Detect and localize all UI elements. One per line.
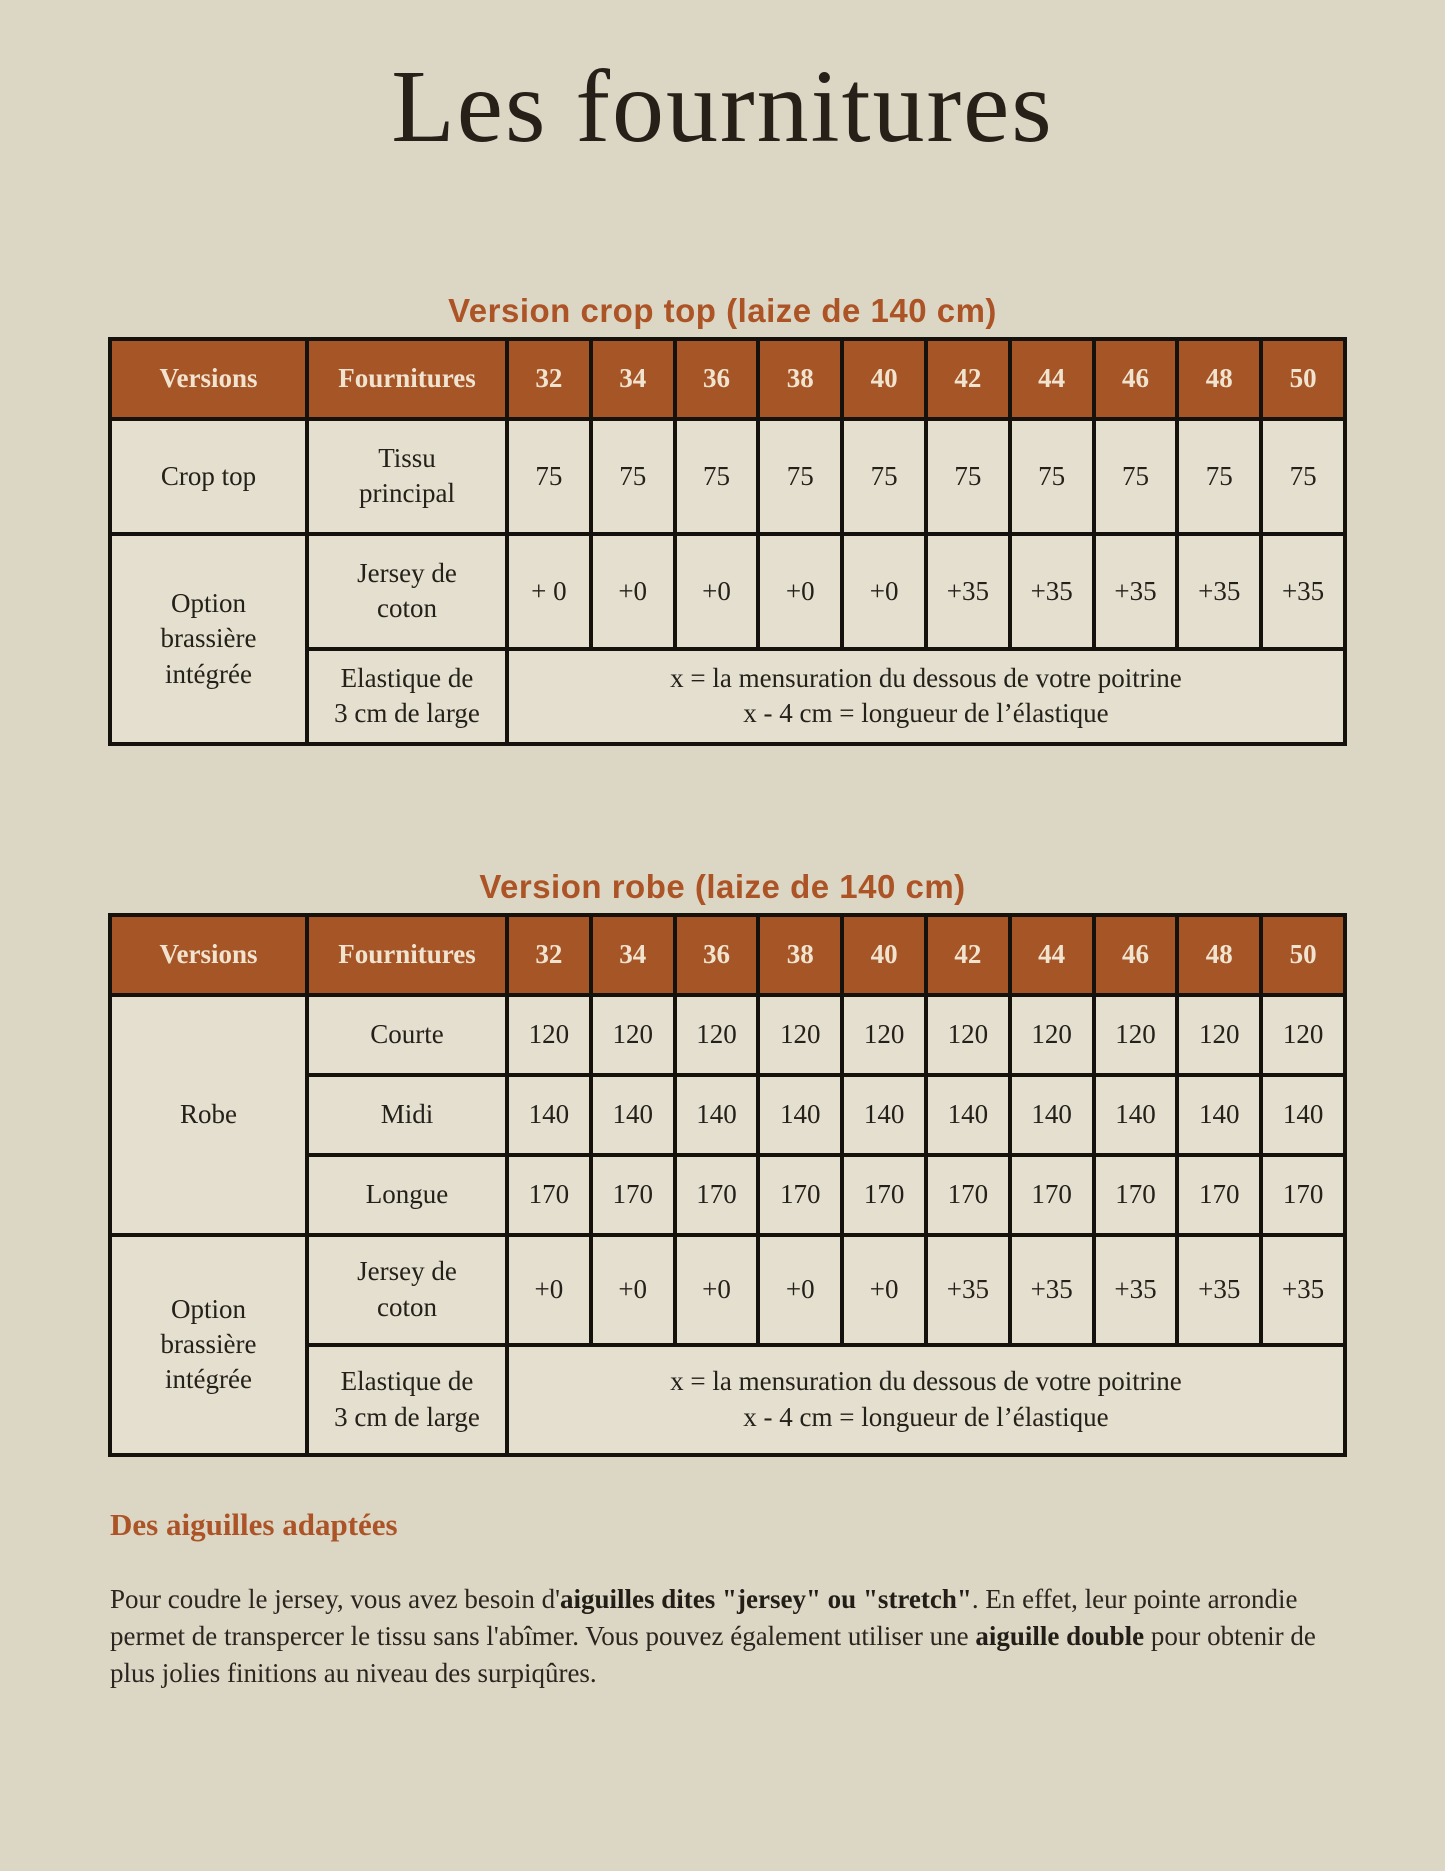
crop-top-table-heading: Version crop top (laize de 140 cm) (448, 292, 997, 330)
elastique-line1: Elastique de (340, 663, 474, 694)
elastique-line2: 3 cm de large (334, 1401, 480, 1432)
fourniture-cell (307, 419, 507, 534)
size-value-cell: +0 (507, 1235, 591, 1345)
size-value-cell: 75 (1177, 419, 1261, 534)
size-value-cell: 140 (1177, 1075, 1261, 1155)
size-value-cell: 140 (842, 1075, 926, 1155)
size-value-cell: 140 (1261, 1075, 1345, 1155)
size-value-cell: 120 (1261, 995, 1345, 1075)
size-value-cell: 75 (842, 419, 926, 534)
fourniture-label (317, 661, 497, 731)
fourniture-label: Jersey de coton (357, 1256, 457, 1322)
size-value-cell: 170 (591, 1155, 675, 1235)
size-value-cell: 120 (507, 995, 591, 1075)
size-value-cell: 75 (675, 419, 759, 534)
crop-top-fournitures-table (108, 337, 1347, 746)
size-header-cell: 46 (1094, 339, 1178, 419)
size-header-cell: 42 (926, 339, 1010, 419)
size-value-cell: +35 (1010, 534, 1094, 649)
size-value-cell: 120 (591, 995, 675, 1075)
text-segment: Pour coudre le jersey, vous avez besoin d' (110, 1583, 560, 1614)
size-header-cell: 34 (591, 339, 675, 419)
size-value-cell: +35 (1177, 534, 1261, 649)
fourniture-cell: Midi (307, 1075, 507, 1155)
size-value-cell: 140 (507, 1075, 591, 1155)
size-value-cell: 170 (1094, 1155, 1178, 1235)
note-line2: x - 4 cm = longueur de l’élastique (743, 1401, 1109, 1432)
size-value-cell: 140 (1094, 1075, 1178, 1155)
table-row-jersey (110, 1235, 1345, 1345)
size-value-cell: +0 (842, 1235, 926, 1345)
size-value-cell: +35 (926, 534, 1010, 649)
text-segment: . En effet, leur pointe arrondie permet de transpercer le tissu sans l'abîmer. Vous pouvez également utiliser une (110, 1583, 1298, 1651)
size-value-cell: +35 (926, 1235, 1010, 1345)
table-header-row (110, 915, 1345, 995)
size-value-cell: +0 (758, 534, 842, 649)
size-value-cell: +0 (591, 1235, 675, 1345)
version-cell-option (110, 534, 307, 744)
size-value-cell: 75 (507, 419, 591, 534)
page-title: Les fournitures (391, 49, 1054, 164)
size-value-cell: 170 (758, 1155, 842, 1235)
size-header-cell: 38 (758, 915, 842, 995)
size-value-cell: 120 (1010, 995, 1094, 1075)
elastique-note-cell (507, 1345, 1345, 1455)
table-row-crop-top (110, 419, 1345, 534)
fourniture-label (317, 1364, 497, 1434)
size-value-cell: +35 (1094, 1235, 1178, 1345)
needles-heading: Des aiguilles adaptées (110, 1506, 398, 1542)
size-value-cell: +35 (1261, 1235, 1345, 1345)
size-value-cell: 75 (1010, 419, 1094, 534)
header-cell-versions: Versions (110, 915, 307, 995)
size-header-cell: 40 (842, 339, 926, 419)
fourniture-cell (307, 534, 507, 649)
size-value-cell: +0 (675, 534, 759, 649)
text-segment-bold: aiguilles dites "jersey" ou "stretch" (559, 1583, 972, 1614)
size-value-cell: +35 (1010, 1235, 1094, 1345)
version-cell-option (110, 1235, 307, 1455)
size-value-cell: 75 (1261, 419, 1345, 534)
size-value-cell: +0 (842, 534, 926, 649)
fourniture-cell (307, 1235, 507, 1345)
size-value-cell: 170 (675, 1155, 759, 1235)
table-row-courte (110, 995, 1345, 1075)
size-value-cell: 170 (507, 1155, 591, 1235)
fourniture-label: Tissu principal (359, 443, 455, 509)
size-value-cell: + 0 (507, 534, 591, 649)
table-row-jersey (110, 534, 1345, 649)
fourniture-cell: Longue (307, 1155, 507, 1235)
fourniture-cell (307, 1345, 507, 1455)
size-header-cell: 44 (1010, 915, 1094, 995)
size-value-cell: +35 (1261, 534, 1345, 649)
size-value-cell: 140 (1010, 1075, 1094, 1155)
size-header-cell: 32 (507, 915, 591, 995)
size-header-cell: 46 (1094, 915, 1178, 995)
elastique-note-cell (507, 649, 1345, 744)
option-label: Option brassière intégrée (160, 1293, 257, 1395)
size-value-cell: 75 (1094, 419, 1178, 534)
table-header-row (110, 339, 1345, 419)
size-value-cell: 140 (591, 1075, 675, 1155)
size-header-cell: 50 (1261, 339, 1345, 419)
size-header-cell: 38 (758, 339, 842, 419)
note-line2: x - 4 cm = longueur de l’élastique (743, 698, 1109, 729)
elastique-line2: 3 cm de large (334, 698, 480, 729)
text-segment-bold: aiguille double (975, 1620, 1145, 1651)
header-cell-versions: Versions (110, 339, 307, 419)
size-header-cell: 36 (675, 915, 759, 995)
size-value-cell: 120 (926, 995, 1010, 1075)
size-value-cell: 120 (842, 995, 926, 1075)
note-line1: x = la mensuration du dessous de votre poitrine (670, 1366, 1182, 1397)
size-header-cell: 44 (1010, 339, 1094, 419)
size-value-cell: 170 (1010, 1155, 1094, 1235)
size-header-cell: 42 (926, 915, 1010, 995)
size-value-cell: 75 (591, 419, 675, 534)
size-header-cell: 48 (1177, 915, 1261, 995)
size-value-cell: 120 (1177, 995, 1261, 1075)
robe-fournitures-table (108, 913, 1347, 1457)
option-label: Option brassière intégrée (160, 588, 257, 689)
header-cell-fournitures: Fournitures (307, 915, 507, 995)
version-cell-robe: Robe (110, 995, 307, 1235)
fourniture-cell (307, 649, 507, 744)
size-value-cell: 170 (926, 1155, 1010, 1235)
size-value-cell: 75 (926, 419, 1010, 534)
size-value-cell: 120 (1094, 995, 1178, 1075)
needles-paragraph (110, 1581, 1345, 1693)
size-value-cell: 140 (675, 1075, 759, 1155)
elastique-line1: Elastique de (340, 1366, 474, 1397)
size-header-cell: 32 (507, 339, 591, 419)
note-line1: x = la mensuration du dessous de votre poitrine (670, 663, 1182, 694)
size-value-cell: +35 (1177, 1235, 1261, 1345)
size-header-cell: 34 (591, 915, 675, 995)
fourniture-cell: Courte (307, 995, 507, 1075)
text-segment: pour obtenir de plus jolies finitions au niveau des surpiqûres. (110, 1620, 1316, 1689)
size-header-cell: 36 (675, 339, 759, 419)
size-value-cell: 170 (1261, 1155, 1345, 1235)
size-header-cell: 50 (1261, 915, 1345, 995)
size-value-cell: 170 (1177, 1155, 1261, 1235)
size-value-cell: +0 (675, 1235, 759, 1345)
version-cell: Crop top (110, 419, 307, 534)
size-value-cell: 120 (675, 995, 759, 1075)
size-value-cell: +0 (758, 1235, 842, 1345)
fourniture-label: Jersey de coton (357, 558, 457, 624)
size-header-cell: 40 (842, 915, 926, 995)
size-value-cell: +0 (591, 534, 675, 649)
size-value-cell: 75 (758, 419, 842, 534)
size-header-cell: 48 (1177, 339, 1261, 419)
size-value-cell: 120 (758, 995, 842, 1075)
size-value-cell: +35 (1094, 534, 1178, 649)
size-value-cell: 170 (842, 1155, 926, 1235)
header-cell-fournitures: Fournitures (307, 339, 507, 419)
robe-table-heading: Version robe (laize de 140 cm) (479, 867, 966, 905)
size-value-cell: 140 (926, 1075, 1010, 1155)
size-value-cell: 140 (758, 1075, 842, 1155)
